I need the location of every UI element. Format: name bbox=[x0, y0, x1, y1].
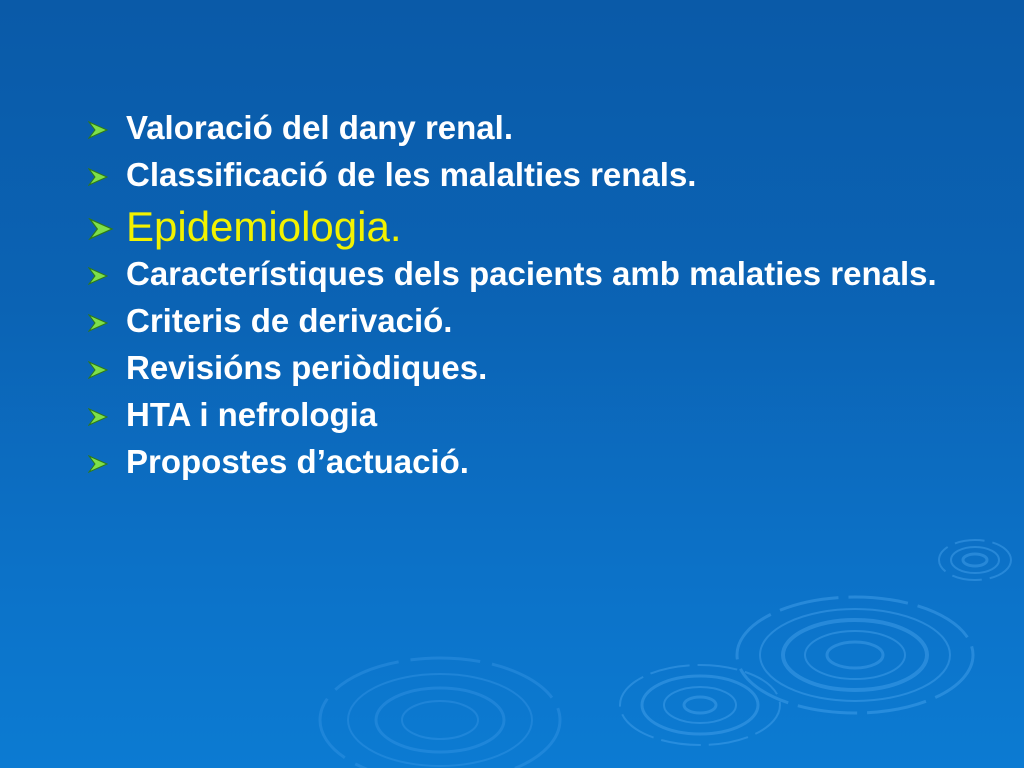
arrowhead-bullet-icon bbox=[88, 455, 108, 473]
bullet-item-highlighted bbox=[86, 204, 966, 250]
ripple-faint bbox=[320, 658, 560, 768]
bullet-text: Propostes d’actuació. bbox=[126, 443, 469, 480]
arrowhead-bullet-icon bbox=[88, 218, 114, 240]
bullet-item bbox=[86, 350, 966, 386]
bullet-item bbox=[86, 110, 966, 146]
bullet-text: Característiques dels pacients amb malaties renals. bbox=[126, 255, 937, 292]
bullet-item bbox=[86, 303, 966, 339]
bullet-text: HTA i nefrologia bbox=[126, 396, 378, 433]
bullet-text: Revisións periòdiques. bbox=[126, 349, 488, 386]
ripple-small bbox=[939, 540, 1011, 580]
arrowhead-bullet-icon bbox=[88, 314, 108, 332]
ripple-medium bbox=[620, 665, 780, 745]
arrowhead-bullet-icon bbox=[88, 361, 108, 379]
arrowhead-bullet-icon bbox=[88, 168, 108, 186]
bullet-item bbox=[86, 157, 966, 193]
ripple-large bbox=[737, 597, 973, 713]
bullet-item bbox=[86, 397, 966, 433]
bullet-list bbox=[86, 110, 966, 491]
bullet-text: Criteris de derivació. bbox=[126, 302, 453, 339]
bullet-text: Valoració del dany renal. bbox=[126, 109, 513, 146]
bullet-text: Epidemiologia. bbox=[126, 203, 402, 250]
arrowhead-bullet-icon bbox=[88, 408, 108, 426]
bullet-item bbox=[86, 256, 966, 292]
arrowhead-bullet-icon bbox=[88, 267, 108, 285]
bullet-item bbox=[86, 444, 966, 480]
arrowhead-bullet-icon bbox=[88, 121, 108, 139]
bullet-text: Classificació de les malalties renals. bbox=[126, 156, 697, 193]
